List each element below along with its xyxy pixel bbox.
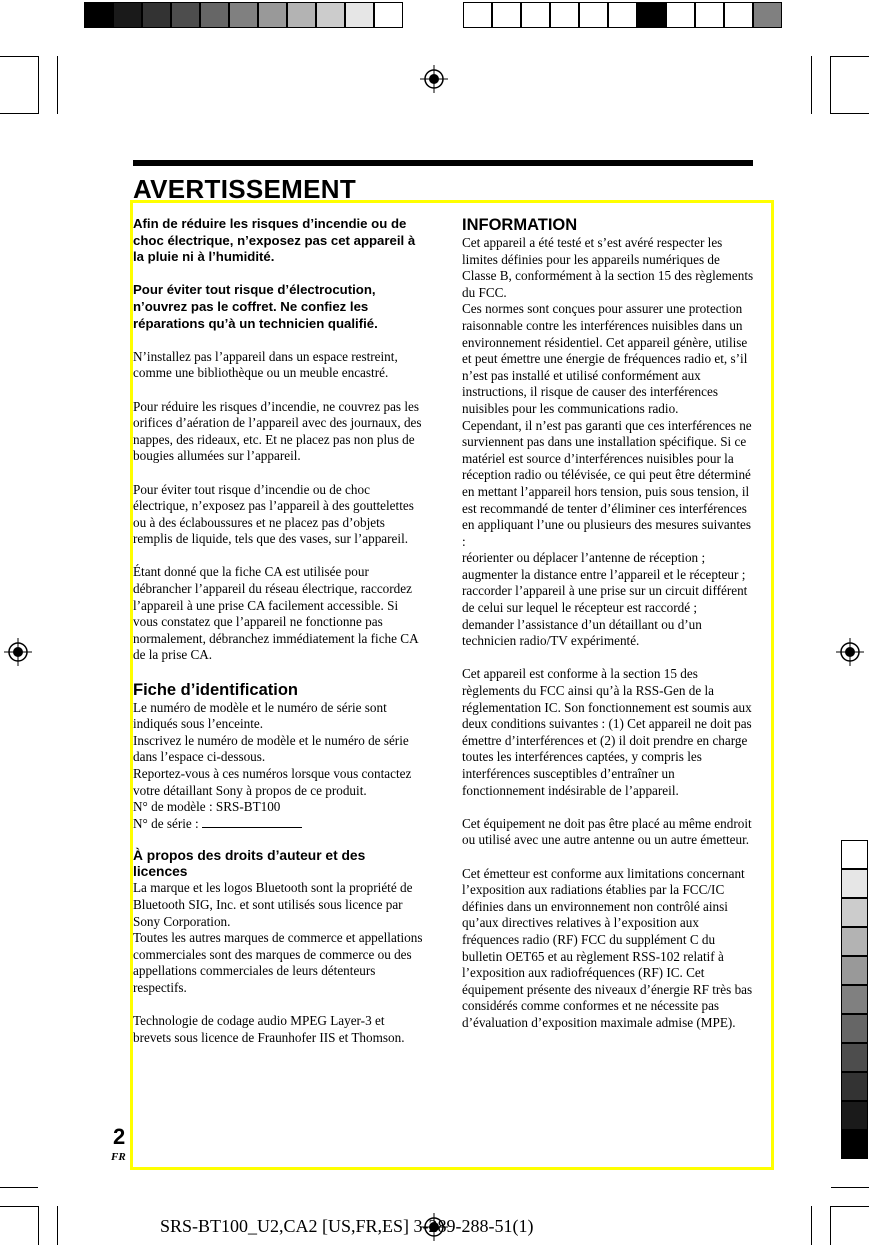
paragraph: N’installez pas l’appareil dans un espace restreint, comme une bibliothèque ou un meuble encastré.: [133, 348, 398, 381]
registration-mark-icon: [420, 65, 448, 93]
measure-item: augmenter la distance entre l’appareil et le récepteur ;: [462, 566, 746, 582]
paragraph: Le numéro de modèle et le numéro de série sont indiqués sous l’enceinte.: [133, 699, 387, 732]
paragraph: Étant donné que la fiche CA est utilisée pour débrancher l’appareil du réseau électrique, raccordez l’appareil à une prise CA facilement accessible. Si vous constatez que l’appareil ne fonctionne pas normalement, débranchez immédiatement la fiche CA de la prise CA.: [133, 564, 418, 663]
paragraph: Cet équipement ne doit pas être placé au même endroit ou utilisé avec une autre antenne ou un autre émetteur.: [462, 815, 752, 848]
language-code: FR: [111, 1151, 126, 1163]
paragraph: Ces normes sont conçues pour assurer une protection raisonnable contre les interférences nuisibles dans un environnement résidentiel. Cet appareil génère, utilise et peut émettre une énergie de fréquences radio et, s’il n’est pas installé et utilisé conformément aux instructions, il risque de causer des interférences nuisibles pour les communications radio.: [462, 301, 748, 416]
right-column: [462, 216, 756, 1048]
section-heading-information: INFORMATION: [462, 216, 578, 234]
left-column: [133, 216, 423, 1046]
warning-shock: Pour éviter tout risque d’électrocution, n’ouvrez pas le coffret. Ne confiez les réparations qu’à un technicien qualifié.: [133, 282, 378, 331]
footer-code: SRS-BT100_U2,CA2 [US,FR,ES] 3-289-288-51(1): [160, 1216, 534, 1236]
paragraph: Pour réduire les risques d’incendie, ne couvrez pas les orifices d’aération de l’appareil avec des journaux, des nappes, des rideaux, etc. Et ne placez pas non plus de bougies allumées sur l’appareil.: [133, 398, 422, 464]
model-number: N° de modèle : SRS-BT100: [133, 799, 281, 815]
paragraph: Cet appareil est conforme à la section 15 des règlements du FCC ainsi qu’à la RSS-Gen de la réglementation IC. Son fonctionnement est soumis aux deux conditions suivantes : (1) Cet appareil ne doit pas émettre d’interférences et (2) il doit prendre en charge toutes les interférences captées, y compris les interférences susceptibles d’entraîner un fonctionnement indésirable de l’appareil.: [462, 666, 752, 798]
grayscale-strip-right: [841, 840, 868, 1159]
paragraph: Toutes les autres marques de commerce et appellations commerciales sont des marques de commerce ou des appellations commerciales de leurs détenteurs respectifs.: [133, 930, 423, 995]
registration-mark-icon: [4, 638, 32, 666]
measure-item: raccorder l’appareil à une prise sur un circuit différent de celui sur lequel le récepteur est raccordé ;: [462, 583, 748, 616]
warning-fire: Afin de réduire les risques d’incendie ou de choc électrique, n’exposez pas cet appareil à la pluie ni à l’humidité.: [133, 216, 416, 265]
title-rule: [133, 160, 753, 166]
grayscale-strip-top-left: [84, 2, 403, 28]
paragraph: Cet appareil a été testé et s’est avéré respecter les limites définies pour les appareils numériques de Classe B, conformément à la section 15 des règlements du FCC.: [462, 235, 754, 300]
paragraph: Pour éviter tout risque d’incendie ou de choc électrique, n’exposez pas l’appareil à des gouttelettes ou à des éclaboussures et ne placez pas d’objets remplis de liquide, tels que des vases, sur l’appareil.: [133, 481, 414, 547]
page-title: AVERTISSEMENT: [133, 174, 356, 204]
paragraph: Technologie de codage audio MPEG Layer-3 et brevets sous licence de Fraunhofer IIS et Thomson.: [133, 1013, 405, 1045]
measure-item: réorienter ou déplacer l’antenne de réception ;: [462, 550, 706, 566]
paragraph: Reportez-vous à ces numéros lorsque vous contactez votre détaillant Sony à propos de ce produit.: [133, 766, 412, 798]
serial-number-label: N° de série :: [133, 815, 199, 831]
paragraph: Inscrivez le numéro de modèle et le numéro de série dans l’espace ci-dessous.: [133, 732, 409, 765]
measure-item: demander l’assistance d’un détaillant ou d’un technicien radio/TV expérimenté.: [462, 616, 702, 649]
paragraph: Cet émetteur est conforme aux limitations concernant l’exposition aux radiations établies par la FCC/IC définies dans un environnement non contrôlé ainsi qu’aux directives relatives à l’exposition aux fréquences radio (RF) FCC du supplément C du bulletin OET65 et au règlement RSS-102 relatif à l’exposition aux radiofréquences (RF) IC. Cet équipement présente des niveaux d’énergie RF très bas considérés comme conformes et ne nécessite pas d’évaluation d’exposition maximale admise (MPE).: [462, 865, 753, 1030]
section-heading-rights: À propos des droits d’auteur et des licences: [133, 848, 366, 880]
paragraph: Cependant, il n’est pas garanti que ces interférences ne surviennent pas dans une installation spécifique. Si ce matériel est source d’interférences nuisibles pour la réception radio ou télévisée, ce qui peut être déterminé en mettant l’appareil hors tension, puis sous tension, il est recommandé de tenter d’éliminer ces interférences en appliquant l’une ou plusieurs des mesures suivantes :: [462, 417, 752, 549]
section-heading-identification: Fiche d’identification: [133, 680, 299, 699]
grayscale-strip-top-right: [463, 2, 782, 28]
serial-number-blank: [202, 817, 302, 828]
serial-number-row: [133, 816, 423, 833]
page-number: 2: [113, 1124, 126, 1149]
paragraph: La marque et les logos Bluetooth sont la propriété de Bluetooth SIG, Inc. et sont utilisés sous licence par Sony Corporation.: [133, 880, 413, 929]
registration-mark-icon: [836, 638, 864, 666]
